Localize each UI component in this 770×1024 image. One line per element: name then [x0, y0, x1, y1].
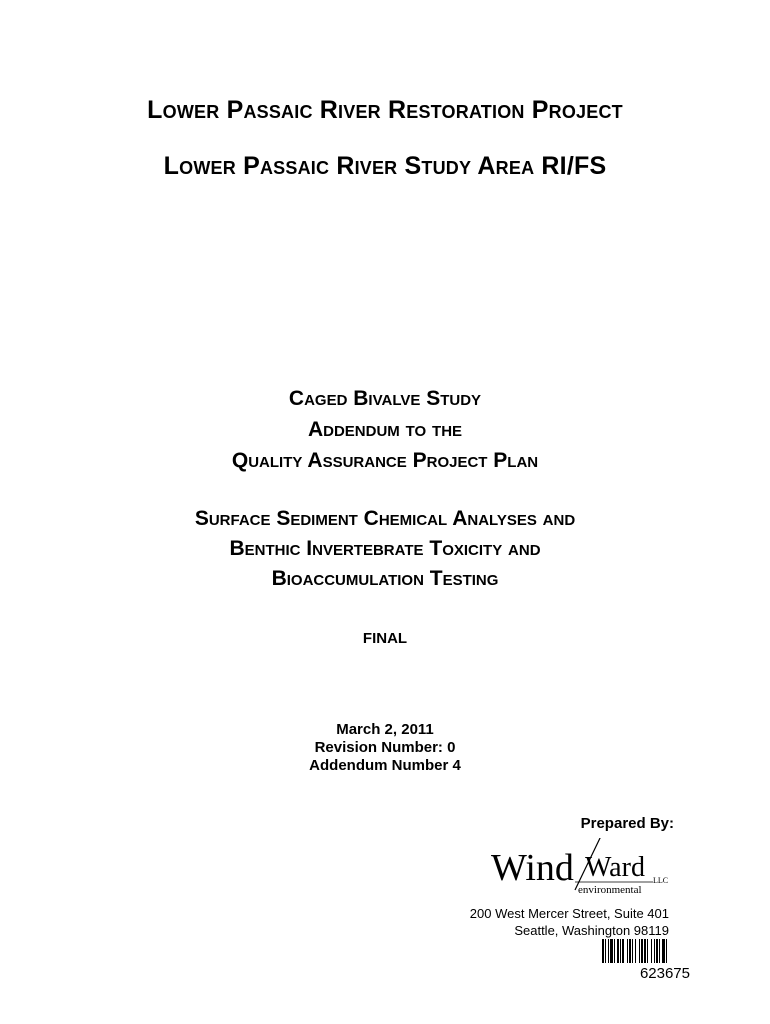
subtitle-line-1: Surface Sediment Chemical Analyses and [194, 507, 576, 530]
windward-logo [489, 838, 674, 896]
study-title-3: Quality Assurance Project Plan [231, 449, 539, 472]
status-final: FINAL [362, 630, 408, 647]
revision-number: Revision Number: 0 [314, 739, 456, 756]
study-title-1: Caged Bivalve Study [288, 387, 482, 410]
subtitle-line-3: Bioaccumulation Testing [271, 567, 499, 590]
subtitle-line-2: Benthic Invertebrate Toxicity and [229, 537, 541, 560]
document-number: 623675 [639, 965, 690, 982]
logo-environmental: environmental [578, 884, 642, 896]
header-line-2: Lower Passaic River Study Area RI/FS [163, 152, 607, 180]
document-date: March 2, 2011 [336, 721, 434, 738]
header-line-1: Lower Passaic River Restoration Project [147, 96, 623, 124]
logo-wind: Wind [491, 847, 574, 889]
prepared-by-label: Prepared By: [580, 815, 674, 832]
barcode [602, 939, 718, 963]
study-title-2: Addendum to the [307, 418, 463, 441]
address-line-1: 200 West Mercer Street, Suite 401 [469, 906, 669, 921]
address-line-2: Seattle, Washington 98119 [514, 923, 669, 938]
logo-llc: LLC [653, 876, 669, 885]
addendum-number: Addendum Number 4 [309, 757, 461, 774]
logo-ward: Ward [585, 852, 645, 883]
